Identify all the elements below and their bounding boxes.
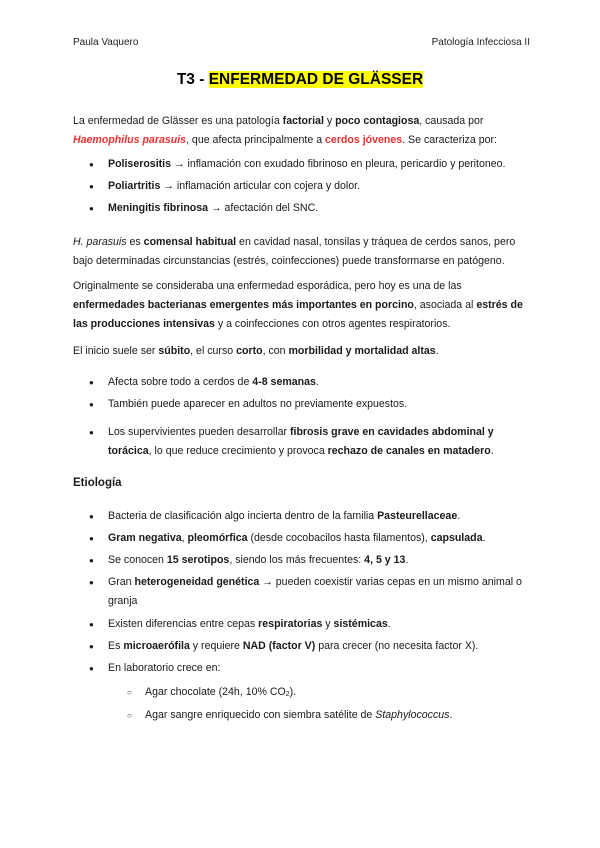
feature-item: ● Poliartritis → inflamación articular con cojera y dolor. [108,177,538,196]
age-item: ● Los supervivientes pueden desarrollar fibrosis grave en cavidades abdominal y torácica, lo que reduce crecimiento y provoca rechazo de canales en matadero. [108,423,538,461]
culture-item: ○ Agar chocolate (24h, 10% $CO_2$). [145,683,545,704]
age-item: ● También puede aparecer en adultos no previamente expuestos. [108,395,538,414]
title-highlight: ENFERMEDAD DE GLÄSSER [208,71,424,88]
etiology-item: ● Se conocen 15 serotipos, siendo los más frecuentes: 4, 5 y 13. [108,551,538,570]
etiology-item: ● Es microaerófila y requiere NAD (factor V) para crecer (no necesita factor X). [108,637,538,656]
etiology-item: ● Gram negativa, pleomórfica (desde cocobacilos hasta filamentos), capsulada. [108,529,538,548]
origin-paragraph: Originalmente se consideraba una enfermedad esporádica, pero hoy es una de las enfermedades bacterianas emergentes más importantes en porcino, asociada al estrés de las producciones intensivas y a coinfecciones con otros agentes respiratorios. [73,280,523,330]
title-prefix: T3 - [176,71,209,88]
age-item: ● Afecta sobre todo a cerdos de 4-8 semanas. [108,373,538,392]
intro-paragraph: La enfermedad de Glässer es una patología factorial y poco contagiosa, causada por Haemophilus parasuis, que afecta principalmente a cerdos jóvenes. Se caracteriza por: [73,115,497,146]
etiology-item: ● Bacteria de clasificación algo incierta dentro de la familia Pasteurellaceae. [108,507,538,526]
feature-item: ● Meningitis fibrinosa → afectación del SNC. [108,199,538,218]
host-name: cerdos jóvenes [325,134,403,146]
etiology-heading: Etiología [73,477,122,489]
pathogen-name: Haemophilus parasuis [73,134,187,146]
onset-paragraph: El inicio suele ser súbito, el curso corto, con morbilidad y mortalidad altas. [73,345,439,357]
etiology-item: ● En laboratorio crece en: [108,659,538,678]
header-subject: Patología Infecciosa II [431,37,530,48]
feature-item: ● Poliserositis → inflamación con exudado fibrinoso en pleura, pericardio y peritoneo. [108,155,538,174]
header-author: Paula Vaquero [73,37,139,48]
page-title [0,71,600,89]
etiology-item: ● Gran heterogeneidad genética → pueden coexistir varias cepas en un mismo animal o granja [108,573,538,611]
culture-item: ○ Agar sangre enriquecido con siembra satélite de Staphylococcus. [145,706,545,725]
etiology-item: ● Existen diferencias entre cepas respiratorias y sistémicas. [108,615,538,634]
commensal-paragraph: H. parasuis es comensal habitual en cavidad nasal, tonsilas y tráquea de cerdos sanos, pero bajo determinadas circunstancias (estrés, coinfecciones) puede transformarse en patógeno. [73,236,516,267]
